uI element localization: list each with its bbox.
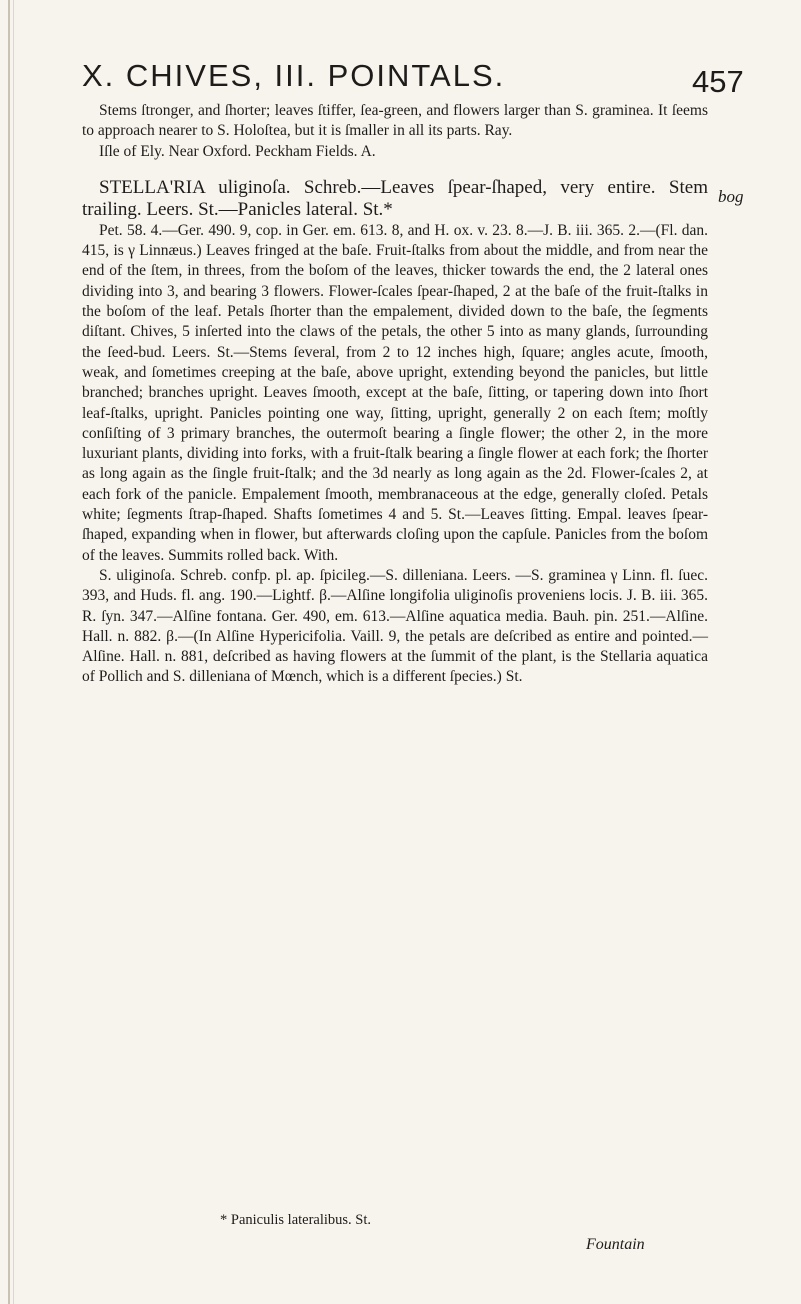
- paragraph-species-description: Pet. 58. 4.—Ger. 490. 9, cop. in Ger. em. 613. 8, and H. ox. v. 23. 8.—J. B. iii. 365. 2.—(Fl. dan. 415, is γ Linnæus.) Leaves fringed at the baſe. Fruit-ſtalks from about the middle, and from near the end of the ſtem, in threes, from the boſom of the leaves, thicker towards the end, the 2 lateral ones dividing into 3, and bearing 3 flowers. Flower-ſcales ſpear-ſhaped, 2 at the baſe of the fruit-ſtalks in the boſom of the leaf. Petals ſhorter than the empalement, divided down to the baſe, the ſegments diſtant. Chives, 5 inſerted into the claws of the petals, the other 5 into as many glands, ſurrounding the ſeed-bud. Leers. St.—Stems ſeveral, from 2 to 12 inches high, ſquare; angles acute, ſmooth, weak, and ſometimes creeping at the baſe, above upright, extending beyond the panicles, but little branched; branches upright. Leaves ſmooth, except at the baſe, ſitting, or tapering down into ſhort leaf-ſtalks, upright. Panicles pointing one way, ſitting, upright, generally 2 on each ſtem; moſtly conſiſting of 3 primary branches, the outermoſt bearing a ſingle flower; the other 2, in the more luxuriant plants, dividing into forks, with a fruit-ſtalk bearing a ſingle flower at each fork; the ſhorter as long again as the ſingle fruit-ſtalk; and the 3d nearly as long again as the 2d. Flower-ſcales 2, at each fork of the panicle. Empalement ſmooth, membranaceous at the edge, generally cloſed. Petals white; ſegments ſtrap-ſhaped. Shafts ſometimes 4 and 5. St.—Leaves ſitting. Empal. leaves ſpear-ſhaped, expanding when in flower, but afterwards cloſing upon the capſule. Panicles from the boſom of the leaves. Summits rolled back. With.: [82, 221, 708, 564]
- footnote: * Paniculis lateralibus. St.: [220, 1212, 372, 1228]
- gutter-shadow: [8, 0, 10, 1304]
- paragraph-description: Stems ſtronger, and ſhorter; leaves ſtiffer, ſea-green, and flowers larger than S. graminea. It ſeems to approach nearer to S. Holoſtea, but it is ſmaller in all its parts. Ray.: [82, 102, 708, 140]
- species-heading: STELLA'RIA uliginoſa. Schreb.—Leaves ſpear-ſhaped, very entire. Stem trailing. Leers. St.—Panicles lateral. St.*: [82, 176, 708, 220]
- running-head: X. CHIVES, III. POINTALS.: [82, 58, 506, 93]
- margin-note: bog: [718, 187, 744, 206]
- catchword: Fountain: [586, 1236, 645, 1253]
- paragraph-gap: [82, 162, 708, 177]
- gutter-shadow-inner: [13, 0, 14, 1304]
- paragraph-locations: Iſle of Ely. Near Oxford. Peckham Fields. A.: [99, 142, 376, 160]
- page-number: 457: [692, 64, 744, 99]
- paragraph-synonyms: S. uliginoſa. Schreb. confp. pl. ap. ſpicileg.—S. dilleniana. Leers. —S. graminea γ Linn. fl. ſuec. 393, and Huds. fl. ang. 190.—Lightf. β.—Alſine longifolia uliginoſis proveniens locis. J. B. iii. 365. R. ſyn. 347.—Alſine fontana. Ger. 490, em. 613.—Alſine aquatica media. Bauh. pin. 251.—Alſine. Hall. n. 882. β.—(In Alſine Hypericifolia. Vaill. 9, the petals are deſcribed as entire and pointed.—Alſine. Hall. n. 881, deſcribed as having flowers at the ſummit of the plant, is the Stellaria aquatica of Pollich and S. dilleniana of Mœnch, which is a different ſpecies.) St.: [82, 566, 708, 686]
- main-text: [82, 101, 708, 688]
